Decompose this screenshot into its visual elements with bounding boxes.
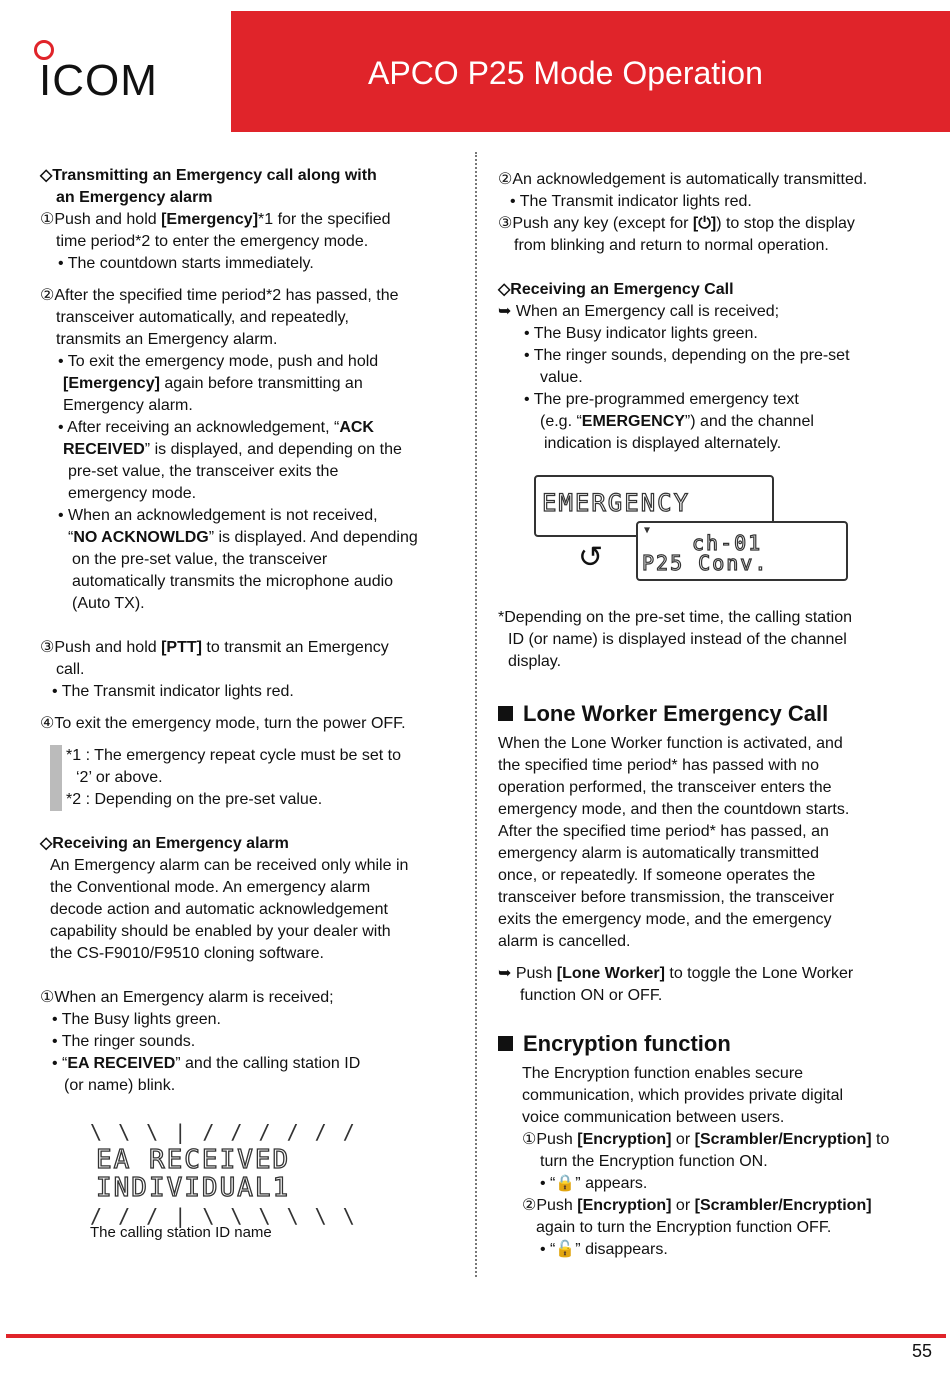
footnote-1: *1 : The emergency repeat cycle must be set to	[66, 747, 401, 764]
paragraph-line: the CS-F9010/F9510 cloning software.	[50, 945, 324, 962]
paragraph-line: emergency mode, and then the countdown starts.	[498, 801, 850, 818]
lcd-display-ea	[86, 1140, 356, 1206]
column-divider	[475, 152, 477, 1277]
bullet-cont: pre-set value, the transceiver exits the	[68, 463, 339, 480]
bullet: • “🔒” appears.	[540, 1175, 648, 1192]
step-2-text: again to turn the Encryption function OFF.	[536, 1219, 832, 1236]
note-line: *Depending on the pre-set time, the calling station	[498, 609, 852, 626]
arrow-item: ➥ When an Emergency call is received;	[498, 303, 780, 320]
footer-rule	[6, 1334, 946, 1338]
left-column	[40, 165, 460, 1097]
paragraph-line: voice communication between users.	[522, 1109, 785, 1126]
paragraph-line: decode action and automatic acknowledgement	[50, 901, 388, 918]
arrow-item-cont: function ON or OFF.	[520, 987, 663, 1004]
footnote-1-cont: ‘2’ or above.	[76, 769, 163, 786]
lock-icon: 🔒	[555, 1175, 576, 1192]
step-1: ①Push and hold [Emergency]*1 for the specified	[40, 211, 391, 228]
paragraph-line: alarm is cancelled.	[498, 933, 631, 950]
paragraph-line: the specified time period* has passed with no	[498, 757, 820, 774]
lcd-display-channel	[636, 521, 848, 581]
bullet: • The ringer sounds, depending on the pre-set	[524, 347, 850, 364]
paragraph-line: communication, which provides private digital	[522, 1087, 844, 1104]
paragraph-line: After the specified time period* has passed, an	[498, 823, 829, 840]
footnote-2: *2 : Depending on the pre-set value.	[66, 791, 323, 808]
square-bullet-icon	[498, 1036, 513, 1051]
bullet-cont: [Emergency] again before transmitting an	[63, 375, 363, 392]
title-bar	[231, 11, 950, 132]
bullet-cont: RECEIVED” is displayed, and depending on the	[63, 441, 402, 458]
bullet-cont: on the pre-set value, the transceiver	[72, 551, 328, 568]
bullet: • To exit the emergency mode, push and hold	[58, 353, 379, 370]
bullet: • The pre-programmed emergency text	[524, 391, 799, 408]
bullet: • When an acknowledgement is not received,	[58, 507, 378, 524]
bullet: • The Busy lights green.	[52, 1011, 221, 1028]
bullet-cont: Emergency alarm.	[63, 397, 193, 414]
paragraph-line: exits the emergency mode, and the emergency	[498, 911, 832, 928]
step-1: ①When an Emergency alarm is received;	[40, 989, 334, 1006]
bullet: • The Busy indicator lights green.	[524, 325, 758, 342]
section-heading: ◇Receiving an Emergency alarm	[40, 835, 289, 852]
square-bullet-icon	[498, 706, 513, 721]
alternate-arrow-icon: ↺	[578, 541, 604, 574]
lcd-caption: The calling station ID name	[90, 1224, 272, 1241]
right-column	[498, 169, 918, 455]
step-2: ②An acknowledgement is automatically transmitted.	[498, 171, 868, 188]
step-3: ③Push and hold [PTT] to transmit an Emergency	[40, 639, 389, 656]
bullet-cont: indication is displayed alternately.	[544, 435, 782, 452]
step-2-text: transmits an Emergency alarm.	[56, 331, 278, 348]
note-line: display.	[508, 653, 562, 670]
logo-text: ICOM	[39, 56, 158, 105]
paragraph-line: The Encryption function enables secure	[522, 1065, 804, 1082]
paragraph-line: the Conventional mode. An emergency alarm	[50, 879, 371, 896]
bullet-cont: value.	[540, 369, 583, 386]
bullet-cont: “NO ACKNOWLDG” is displayed. And depending	[68, 529, 418, 546]
step-4: ④To exit the emergency mode, turn the power OFF.	[40, 715, 406, 732]
step-2: ②After the specified time period*2 has passed, the	[40, 287, 399, 304]
bullet-cont: automatically transmits the microphone audio	[72, 573, 394, 590]
bullet-cont: emergency mode.	[68, 485, 197, 502]
lcd-line-2: INDIVIDUAL1	[96, 1173, 291, 1203]
right-column-lower	[498, 607, 918, 1261]
section-heading-cont: an Emergency alarm	[56, 189, 213, 206]
note-line: ID (or name) is displayed instead of the channel	[508, 631, 847, 648]
heading-lone-worker: Lone Worker Emergency Call	[498, 699, 918, 729]
bullet-cont: (Auto TX).	[72, 595, 145, 612]
lcd-text: EMERGENCY	[542, 489, 691, 517]
lcd-line-2: P25 Conv.	[642, 551, 769, 575]
step-3-text: from blinking and return to normal operation.	[514, 237, 829, 254]
step-3: ③Push any key (except for [⏻]) to stop the display	[498, 215, 855, 232]
bullet: • The Transmit indicator lights red.	[510, 193, 752, 210]
paragraph-line: When the Lone Worker function is activated, and	[498, 735, 843, 752]
section-heading: ◇Receiving an Emergency Call	[498, 281, 734, 298]
step-1-text: time period*2 to enter the emergency mode.	[56, 233, 369, 250]
page-number: 55	[911, 1341, 932, 1361]
blink-ticks-bottom: / / / | \ \ \ \ \ \	[90, 1204, 357, 1228]
paragraph-line: once, or repeatedly. If someone operates the	[498, 867, 816, 884]
step-2-text: transceiver automatically, and repeatedly,	[56, 309, 349, 326]
step-1: ①Push [Encryption] or [Scrambler/Encryption] to	[522, 1131, 890, 1148]
lcd-line-1: EA RECEIVED	[96, 1145, 291, 1175]
paragraph-line: emergency alarm is automatically transmitted	[498, 845, 820, 862]
unlock-icon: 🔓	[555, 1241, 576, 1258]
bullet: • “🔓” disappears.	[540, 1241, 668, 1258]
bullet-cont: (or name) blink.	[64, 1077, 176, 1094]
heading-encryption: Encryption function	[498, 1029, 918, 1059]
footnotes	[50, 745, 460, 811]
bullet: • The countdown starts immediately.	[58, 255, 314, 272]
bullet: • After receiving an acknowledgement, “ACK	[58, 419, 374, 436]
bullet: • The ringer sounds.	[52, 1033, 196, 1050]
paragraph-line: operation performed, the transceiver enters the	[498, 779, 832, 796]
bullet: • “EA RECEIVED” and the calling station ID	[52, 1055, 361, 1072]
paragraph-line: transceiver before transmission, the transceiver	[498, 889, 835, 906]
arrow-item: ➥ Push [Lone Worker] to toggle the Lone Worker	[498, 965, 854, 982]
step-3-text: call.	[56, 661, 85, 678]
lcd-line-1: ch-01	[692, 531, 763, 555]
blink-ticks-top: \ \ \ | / / / / / /	[90, 1120, 357, 1144]
step-2: ②Push [Encryption] or [Scrambler/Encryption]	[522, 1197, 872, 1214]
bullet: • The Transmit indicator lights red.	[52, 683, 294, 700]
section-heading: ◇Transmitting an Emergency call along with	[40, 167, 377, 184]
page-title: APCO P25 Mode Operation	[368, 55, 763, 91]
step-1-text: turn the Encryption function ON.	[540, 1153, 768, 1170]
paragraph-line: An Emergency alarm can be received only while in	[50, 857, 409, 874]
paragraph-line: capability should be enabled by your dealer with	[50, 923, 391, 940]
lcd-indicator-icon: ▼	[644, 525, 651, 536]
bullet-cont: (e.g. “EMERGENCY”) and the channel	[540, 413, 814, 430]
